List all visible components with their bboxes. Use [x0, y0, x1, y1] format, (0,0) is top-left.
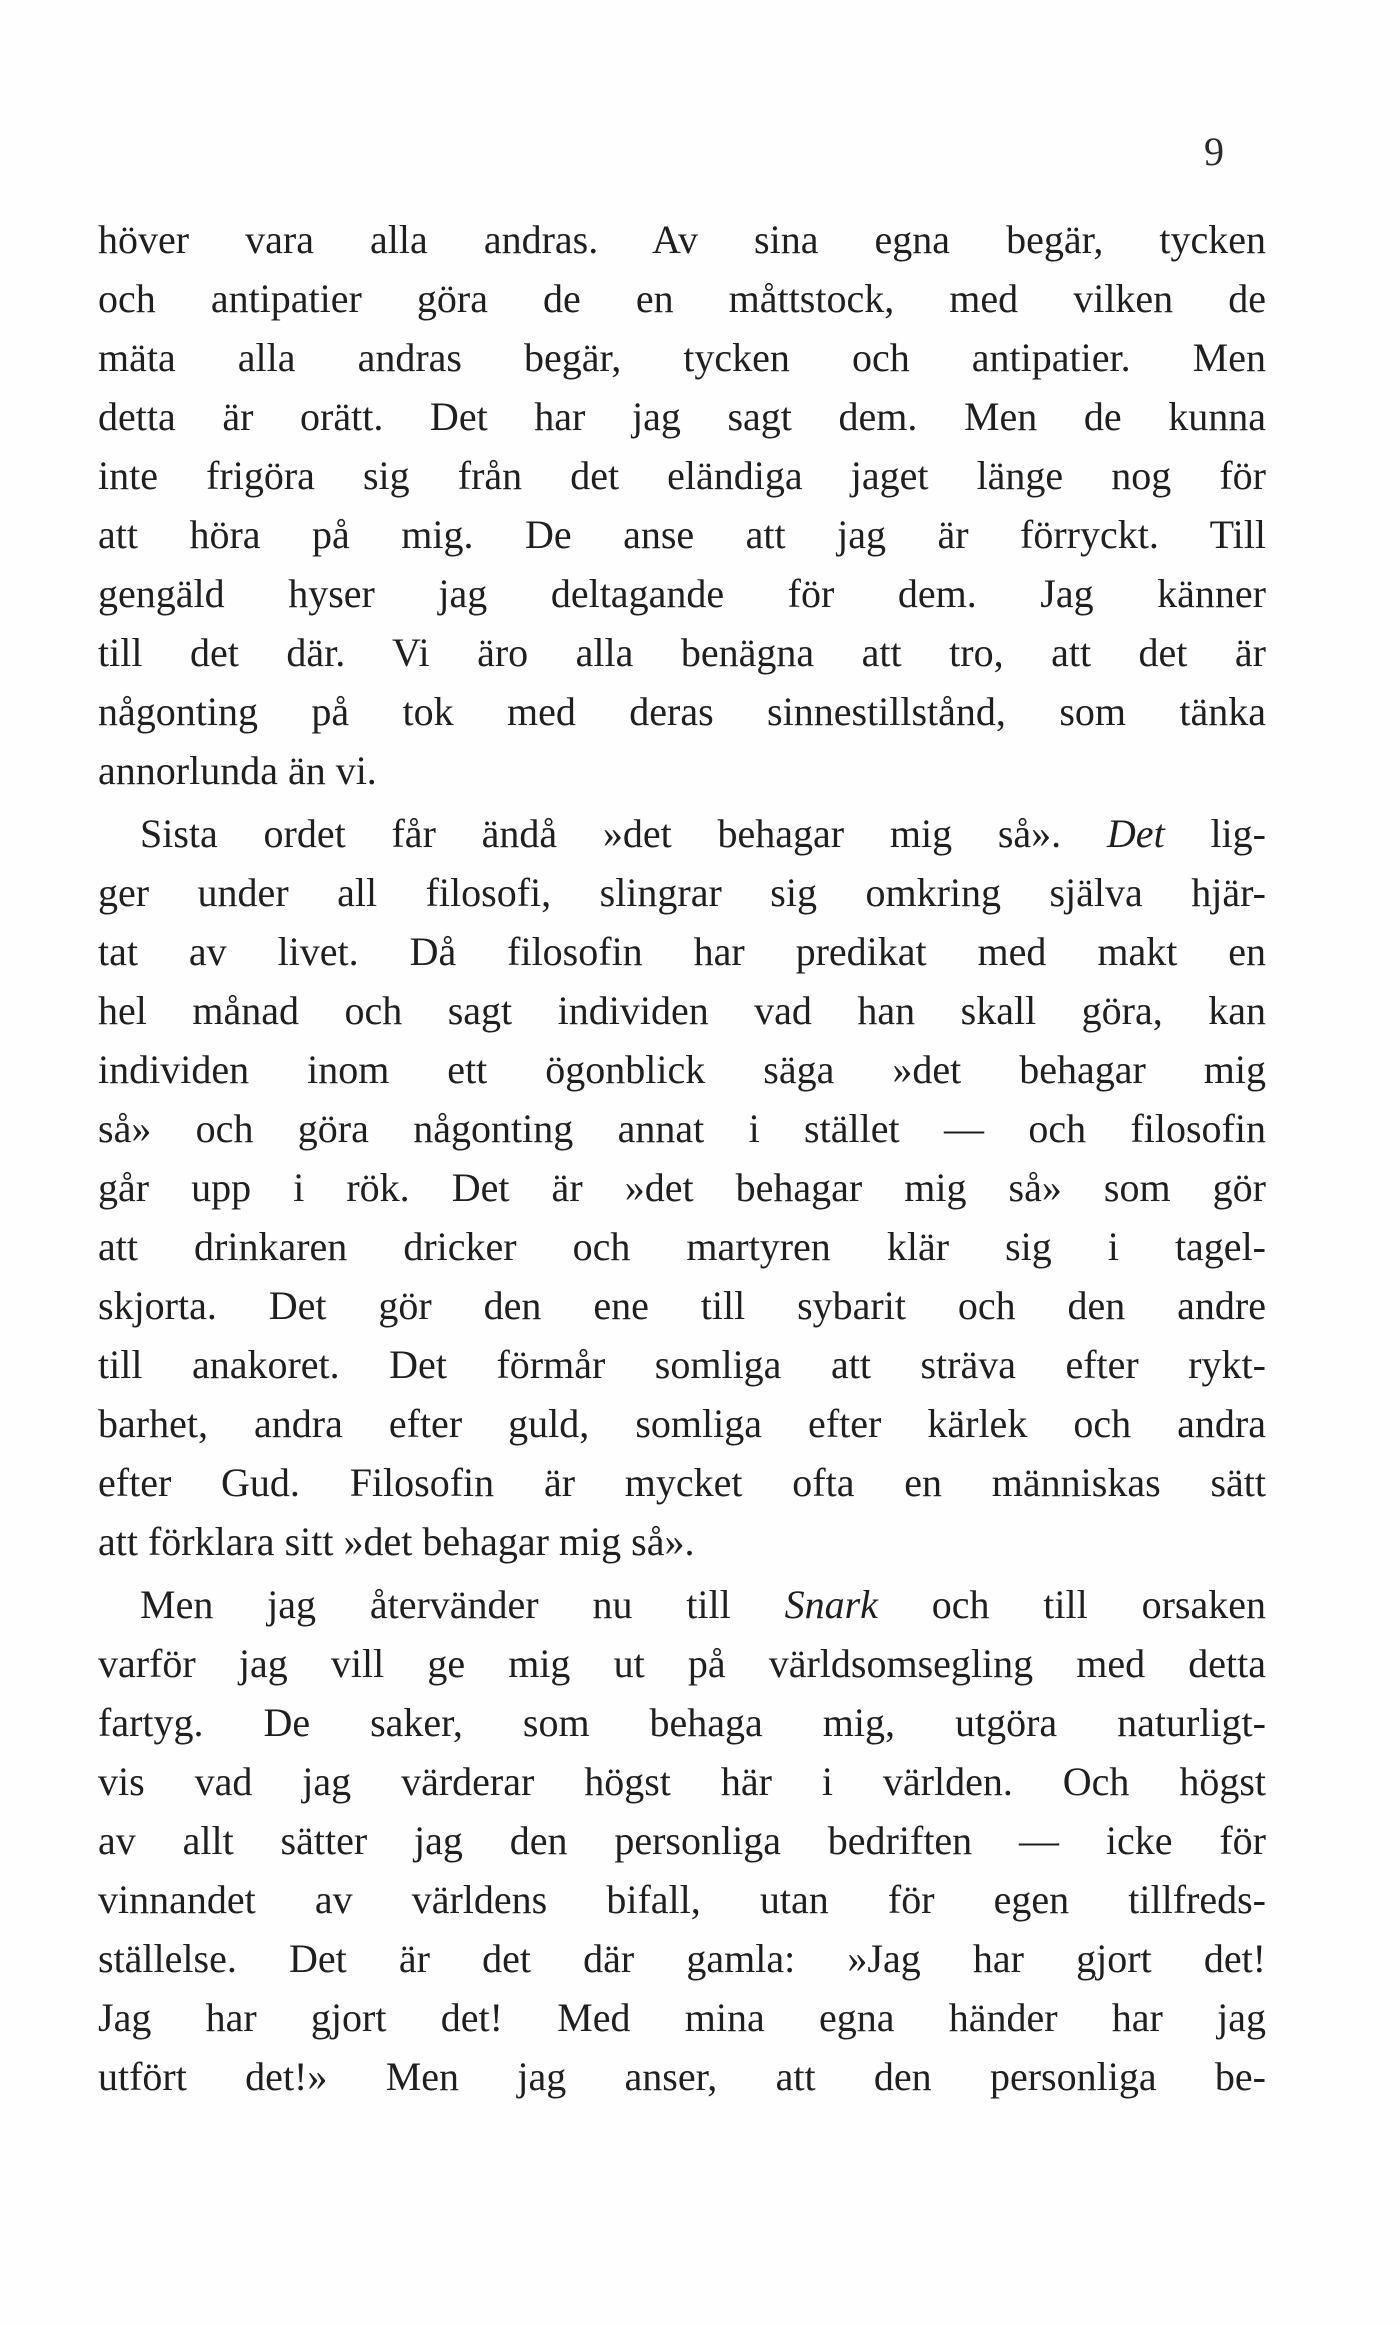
- text-segment: annorlunda än vi.: [98, 748, 377, 793]
- text-line: [98, 505, 1266, 564]
- text-segment: skjorta. Det gör den ene till sybarit och den andre: [98, 1283, 1266, 1328]
- text-line: [98, 1811, 1266, 1870]
- text-segment: av allt sätter jag den personliga bedriften — icke för: [98, 1818, 1266, 1863]
- text-segment: och antipatier göra de en måttstock, med vilken de: [98, 276, 1266, 321]
- text-line: [98, 1158, 1266, 1217]
- text-segment: vinnandet av världens bifall, utan för egen tillfreds-: [98, 1877, 1266, 1922]
- italic-word: Snark: [784, 1582, 878, 1627]
- text-segment: barhet, andra efter guld, somliga efter kärlek och andra: [98, 1401, 1266, 1446]
- text-line: [98, 623, 1266, 682]
- text-line: [98, 981, 1266, 1040]
- text-line: [98, 446, 1266, 505]
- text-line: [98, 210, 1266, 269]
- text-line: [98, 328, 1266, 387]
- text-segment: att drinkaren dricker och martyren klär sig i tagel-: [98, 1224, 1266, 1269]
- italic-word: Det: [1106, 811, 1165, 856]
- text-line: [98, 564, 1266, 623]
- body-text: [98, 210, 1266, 2106]
- text-segment: ger under all filosofi, slingrar sig omkring själva hjär-: [98, 870, 1266, 915]
- text-line: [98, 1752, 1266, 1811]
- text-line: [98, 1099, 1266, 1158]
- text-segment: går upp i rök. Det är »det behagar mig så» som gör: [98, 1165, 1266, 1210]
- text-line: [98, 1276, 1266, 1335]
- text-line: [98, 1394, 1266, 1453]
- text-line: [98, 1217, 1266, 1276]
- text-segment: att höra på mig. De anse att jag är förryckt. Till: [98, 512, 1266, 557]
- text-segment: Jag har gjort det! Med mina egna händer har jag: [98, 1995, 1266, 2040]
- text-segment: vis vad jag värderar högst här i världen. Och högst: [98, 1759, 1266, 1804]
- text-segment: mäta alla andras begär, tycken och antipatier. Men: [98, 335, 1266, 380]
- text-line: [98, 1929, 1266, 1988]
- text-segment: hel månad och sagt individen vad han skall göra, kan: [98, 988, 1266, 1033]
- text-segment: tat av livet. Då filosofin har predikat med makt en: [98, 929, 1266, 974]
- text-segment: lig-: [1164, 811, 1266, 856]
- text-segment: och till orsaken: [877, 1582, 1266, 1627]
- text-line: [98, 1575, 1266, 1634]
- text-line: [98, 1512, 1266, 1571]
- text-line: [98, 1453, 1266, 1512]
- text-segment: att förklara sitt »det behagar mig så».: [98, 1519, 695, 1564]
- text-segment: varför jag vill ge mig ut på världsomsegling med detta: [98, 1641, 1266, 1686]
- page-number: 9: [1204, 129, 1224, 174]
- text-segment: ställelse. Det är det där gamla: »Jag har gjort det!: [98, 1936, 1266, 1981]
- text-line: [98, 682, 1266, 741]
- text-segment: detta är orätt. Det har jag sagt dem. Men de kunna: [98, 394, 1266, 439]
- text-segment: individen inom ett ögonblick säga »det behagar mig: [98, 1047, 1266, 1092]
- text-line: [98, 1634, 1266, 1693]
- text-segment: gengäld hyser jag deltagande för dem. Jag känner: [98, 571, 1266, 616]
- text-line: [98, 269, 1266, 328]
- text-segment: till anakoret. Det förmår somliga att sträva efter rykt-: [98, 1342, 1266, 1387]
- text-line: [98, 1870, 1266, 1929]
- text-segment: till det där. Vi äro alla benägna att tro, att det är: [98, 630, 1266, 675]
- text-line: [98, 741, 1266, 800]
- text-segment: fartyg. De saker, som behaga mig, utgöra naturligt-: [98, 1700, 1266, 1745]
- text-line: [98, 2047, 1266, 2106]
- text-line: [98, 387, 1266, 446]
- text-segment: någonting på tok med deras sinnestillstånd, som tänka: [98, 689, 1266, 734]
- text-line: [98, 1040, 1266, 1099]
- text-segment: så» och göra någonting annat i stället — och filosofin: [98, 1106, 1266, 1151]
- text-line: [98, 1335, 1266, 1394]
- text-segment: höver vara alla andras. Av sina egna begär, tycken: [98, 217, 1266, 262]
- text-segment: Men jag återvänder nu till: [140, 1582, 785, 1627]
- text-segment: Sista ordet får ändå »det behagar mig så».: [140, 811, 1107, 856]
- text-line: [98, 922, 1266, 981]
- text-line: [98, 1988, 1266, 2047]
- text-line: [98, 863, 1266, 922]
- text-segment: utfört det!» Men jag anser, att den personliga be-: [98, 2054, 1266, 2099]
- text-line: [98, 1693, 1266, 1752]
- text-segment: efter Gud. Filosofin är mycket ofta en människas sätt: [98, 1460, 1266, 1505]
- text-line: [98, 804, 1266, 863]
- text-segment: inte frigöra sig från det eländiga jaget länge nog för: [98, 453, 1266, 498]
